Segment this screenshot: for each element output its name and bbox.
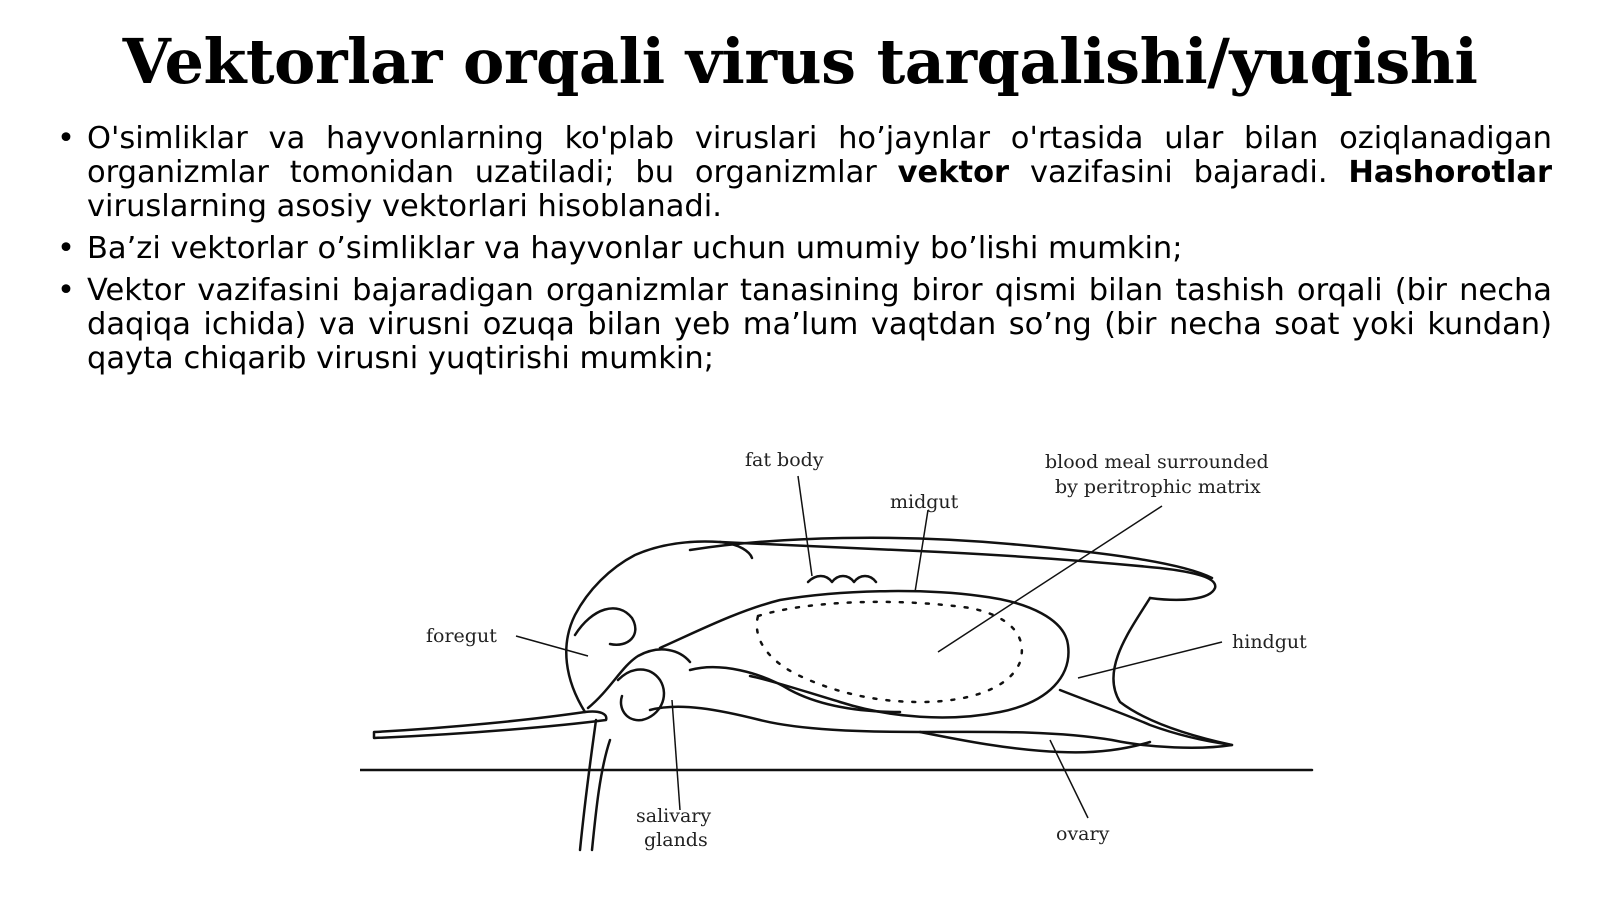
bold-term-hashorotlar: Hashorotlar [1348, 155, 1552, 190]
proboscis [374, 711, 606, 738]
bullet-text: O'simliklar va hayvonlarning ko'plab viruslari ho’jaynlar o'rtasida ular bilan oziqlanadigan organizmlar tomonidan uzatiladi; bu organizmlar [87, 121, 1552, 190]
label-foregut: foregut [426, 625, 497, 647]
label-blood-meal-2: by peritrophic matrix [1055, 476, 1261, 498]
bullet-item [57, 122, 1552, 224]
label-salivary-2: glands [644, 829, 708, 851]
bullet-item [57, 232, 1552, 266]
leader-blood-meal [938, 506, 1162, 652]
label-fat-body: fat body [745, 449, 824, 471]
bullet-dot: • [57, 273, 75, 308]
bullet-list [57, 122, 1552, 384]
abdomen-dorsal [720, 542, 1215, 600]
abdomen-ventral [650, 598, 1232, 748]
label-salivary-1: salivary [636, 805, 712, 827]
salivary-gland [618, 670, 664, 721]
label-midgut: midgut [890, 491, 959, 513]
thorax-outline [566, 542, 752, 712]
bullet-text: vazifasini bajaradi. [1009, 155, 1349, 190]
bullet-text: viruslarning asosiy vektorlari hisoblanadi. [87, 189, 722, 224]
blood-meal [757, 602, 1022, 702]
foregut-tube [588, 649, 690, 708]
label-hindgut: hindgut [1232, 631, 1307, 653]
slide-title: Vektorlar orqali virus tarqalishi/yuqishi [122, 25, 1478, 98]
bold-term-vektor: vektor [897, 155, 1010, 190]
gut-wall [660, 591, 1068, 717]
label-blood-meal-1: blood meal surrounded [1045, 451, 1269, 473]
ovary-fold [920, 732, 1150, 752]
bullet-text: Ba’zi vektorlar o’simliklar va hayvonlar uchun umumiy bo’lishi mumkin; [87, 231, 1183, 266]
mosquito-anatomy-diagram [360, 440, 1340, 890]
leg [592, 740, 610, 850]
fat-body [808, 576, 876, 582]
bullet-item [57, 274, 1552, 376]
leader-fat-body [798, 476, 812, 576]
label-ovary: ovary [1056, 823, 1110, 845]
leader-foregut [516, 636, 588, 656]
bullet-dot: • [57, 231, 75, 266]
bullet-dot: • [57, 121, 75, 156]
leader-hindgut [1078, 642, 1222, 678]
head-loop [575, 608, 635, 644]
bullet-text: Vektor vazifasini bajaradigan organizmlar tanasining biror qismi bilan tashish orqali (bir necha daqiqa ichida) va virusni ozuqa bilan yeb ma’lum vaqtdan so’ng (bir necha soat yoki kundan) qayta chiqarib virusni yuqtirishi mumkin; [87, 273, 1552, 376]
leader-salivary [672, 700, 680, 810]
mosquito-anatomy-svg [360, 440, 1340, 890]
